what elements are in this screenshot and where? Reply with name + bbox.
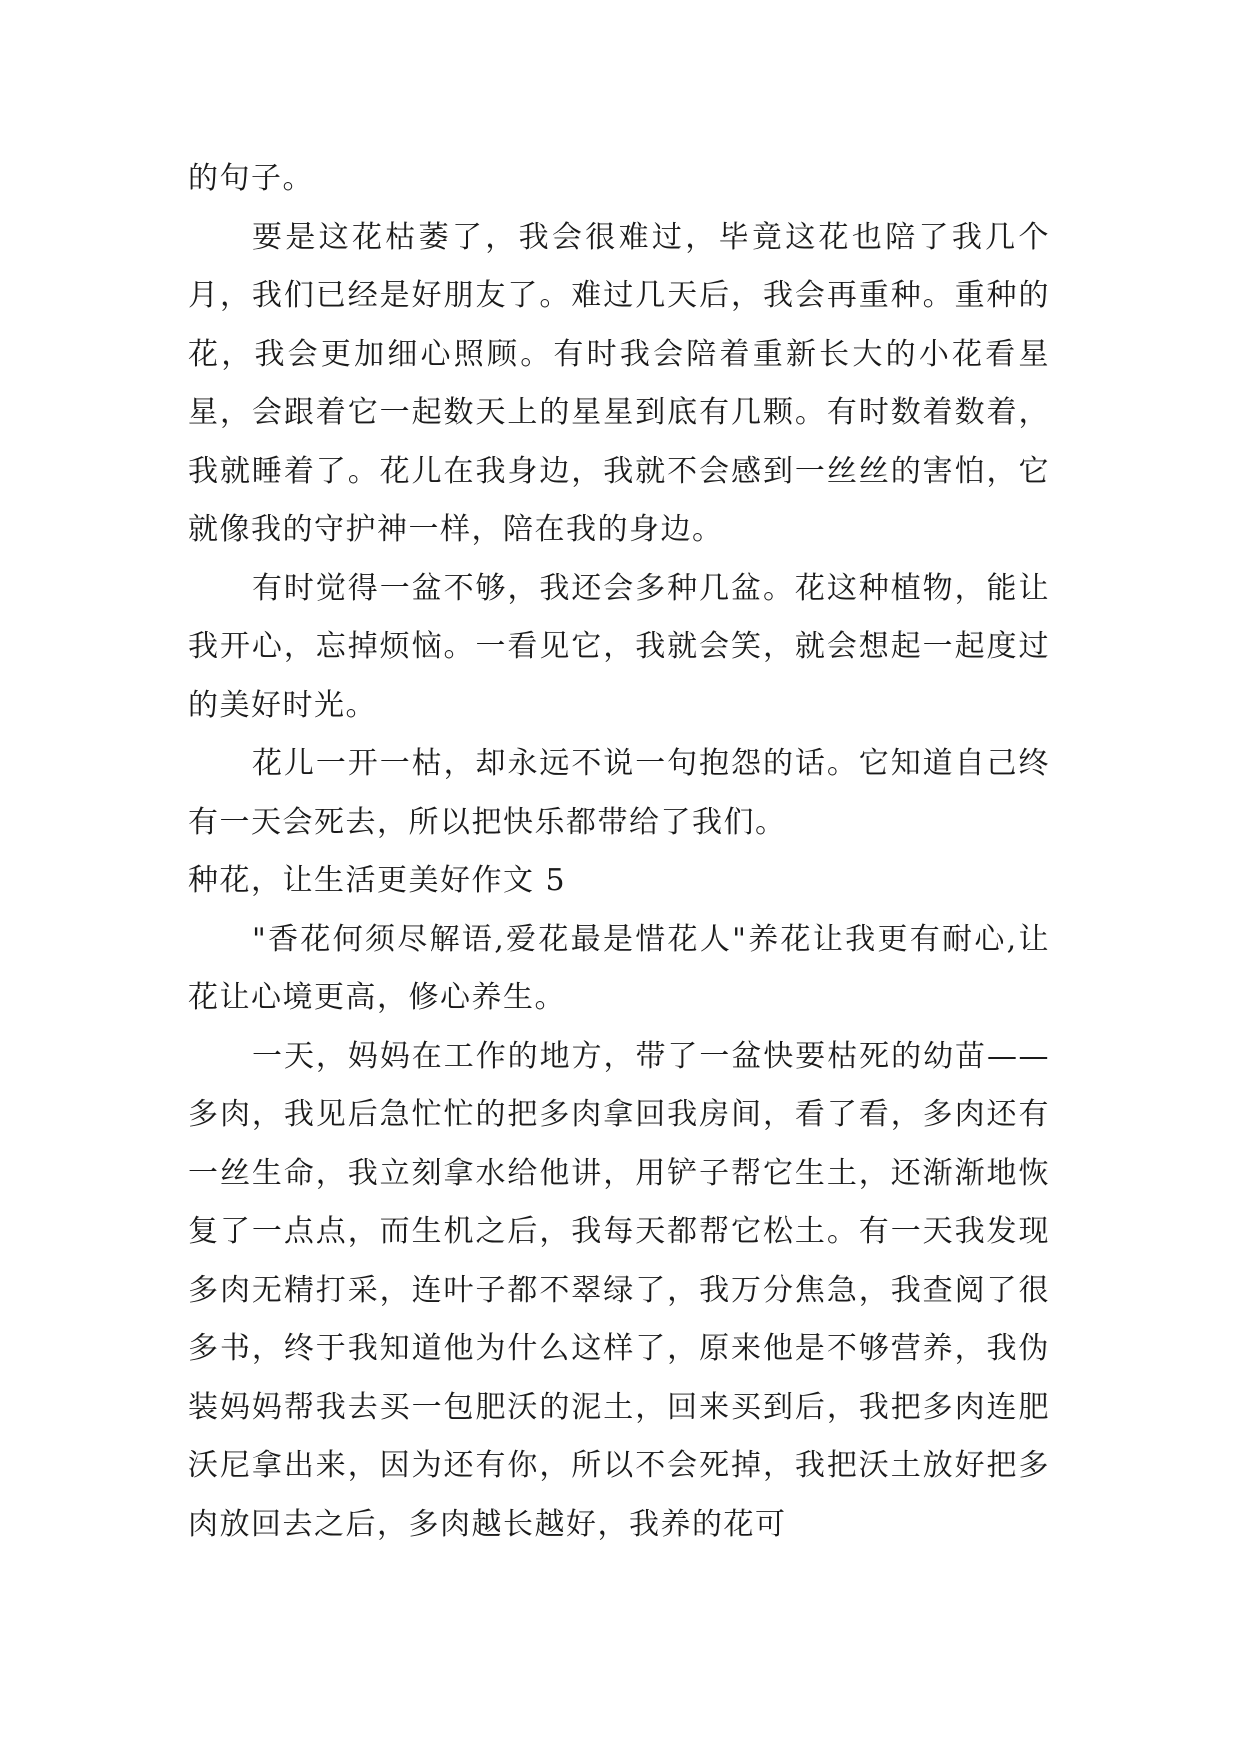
paragraph: 要是这花枯萎了，我会很难过，毕竟这花也陪了我几个月，我们已经是好朋友了。难过几天后，我会再重种。重种的花，我会更加细心照顾。有时我会陪着重新长大的小花看星星，会跟着它一起数天上的星星到底有几颗。有时数着数着，我就睡着了。花儿在我身边，我就不会感到一丝丝的害怕，它就像我的守护神一样，陪在我的身边。 <box>188 219 1050 547</box>
paragraph: 花儿一开一枯，却永远不说一句抱怨的话。它知道自己终有一天会死去，所以把快乐都带给了我们。 <box>188 746 1050 840</box>
paragraph-continuation: 的句子。 <box>188 161 314 196</box>
paragraph: 有时觉得一盆不够，我还会多种几盆。花这种植物，能让我开心，忘掉烦恼。一看见它，我就会笑，就会想起一起度过的美好时光。 <box>188 570 1050 723</box>
document-body <box>188 150 1050 1554</box>
paragraph: 一天，妈妈在工作的地方，带了一盆快要枯死的幼苗——多肉，我见后急忙忙的把多肉拿回我房间，看了看，多肉还有一丝生命，我立刻拿水给他讲，用铲子帮它生土，还渐渐地恢复了一点点，而生机之后，我每天都帮它松土。有一天我发现多肉无精打采，连叶子都不翠绿了，我万分焦急，我查阅了很多书，终于我知道他为什么这样了，原来他是不够营养，我伪装妈妈帮我去买一包肥沃的泥土，回来买到后，我把多肉连肥沃尼拿出来，因为还有你，所以不会死掉，我把沃土放好把多肉放回去之后，多肉越长越好，我养的花可 <box>188 1038 1050 1542</box>
section-heading: 种花，让生活更美好作文 5 <box>188 863 567 898</box>
paragraph: "香花何须尽解语,爱花最是惜花人"养花让我更有耐心,让花让心境更高，修心养生。 <box>188 921 1050 1015</box>
